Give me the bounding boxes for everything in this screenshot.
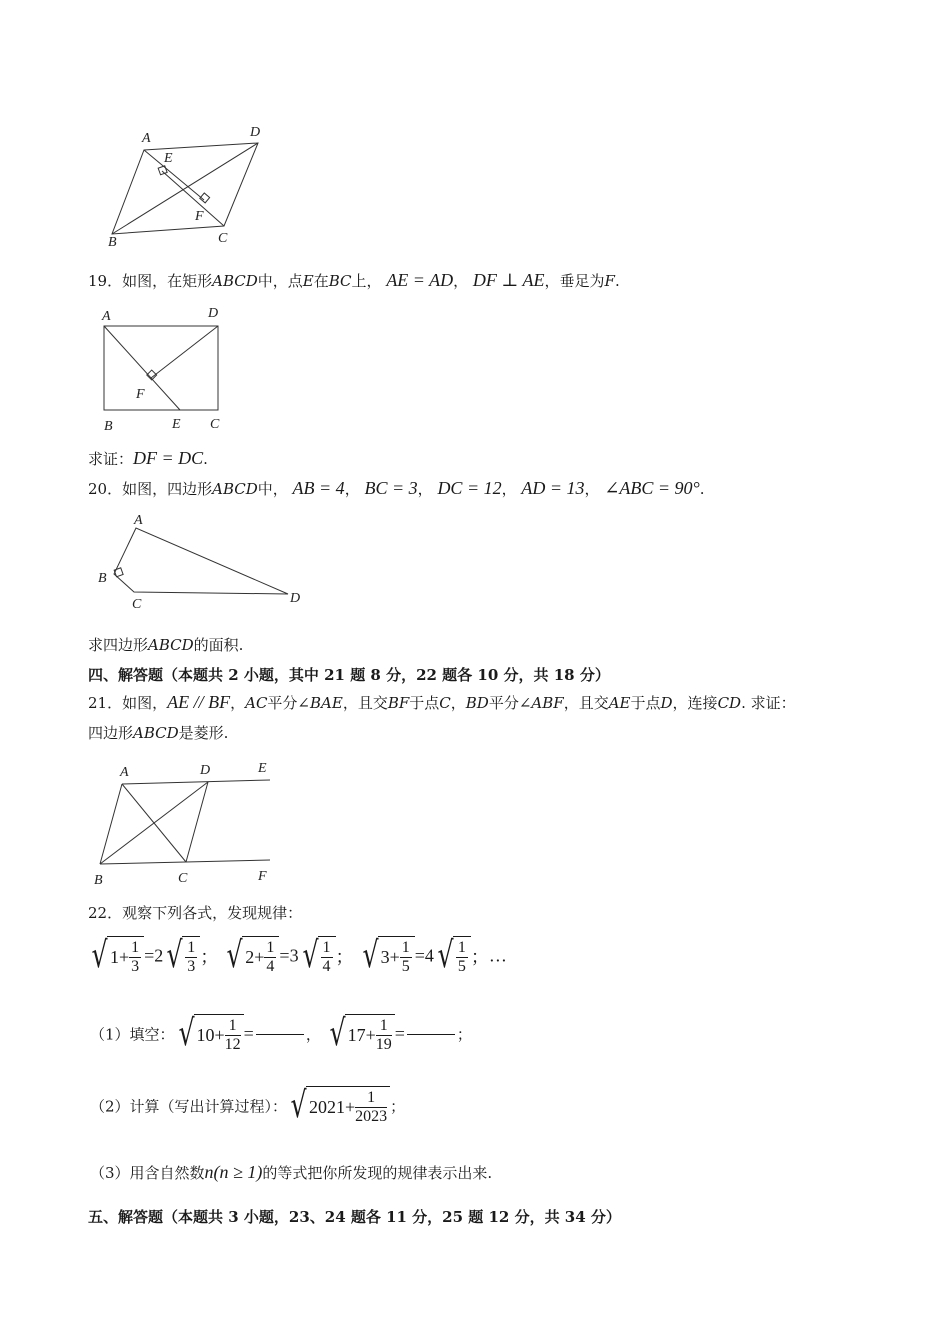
q21-abf: ABF xyxy=(531,694,564,712)
q22-example-3-right: √ $\frac{1}{5}$ xyxy=(434,936,471,976)
section-5-heading: 五、解答题（本题共 3 小题，23、24 题各 11 分，25 题 12 分，共 34 分） xyxy=(88,1208,621,1226)
q22-part-3-a: （3）用含自然数 xyxy=(90,1164,205,1182)
q22-example-3-coef: 4 xyxy=(424,945,434,966)
fig21-label-b: B xyxy=(94,873,103,888)
fig20-label-a: A xyxy=(134,513,143,528)
fig18-segment-ae xyxy=(144,150,204,200)
q19-text-d: 上， xyxy=(351,272,382,290)
q21-statement xyxy=(88,692,796,713)
fig21-label-a: A xyxy=(120,765,129,780)
q19-text-a: 如图，在矩形 xyxy=(122,272,213,290)
q22-part-2-label: （2）计算（写出计算过程）： xyxy=(90,1097,288,1116)
q20-text-b: 中， xyxy=(257,480,288,498)
q19-eq-df-perp-ae: DF ⊥ AE xyxy=(472,270,545,290)
q22-example-3-left: √ 3+ $\frac{1}{5}$ xyxy=(359,936,415,976)
q22-part-1-blank-b[interactable] xyxy=(407,1034,455,1035)
q21-text-e: 于点 xyxy=(409,694,440,712)
q22-part-2: （2）计算（写出计算过程）：√ 2021+ $\frac{1}{2023}$ ； xyxy=(90,1085,406,1126)
q22-example-2-left: √ 2+ $\frac{1}{4}$ xyxy=(223,936,279,976)
fig21-label-e: E xyxy=(258,761,267,776)
section-4-heading: 四、解答题（本题共 2 小题，其中 21 题 8 分，22 题各 10 分，共 18 分） xyxy=(88,666,610,684)
fig21-label-d: D xyxy=(200,763,211,778)
q19-f: F xyxy=(604,272,615,290)
q22-example-2-coef: 3 xyxy=(289,945,299,966)
q19-sep: ， xyxy=(453,272,469,290)
fig18-diagonal-bd xyxy=(112,143,258,234)
q21-text-c: 平分∠ xyxy=(267,694,310,712)
q21-line2-a: 四边形 xyxy=(88,724,134,742)
q19-prove-end: . xyxy=(203,450,208,468)
fig19-segment-df xyxy=(151,326,218,378)
q19-e: E xyxy=(302,272,314,290)
fig20-label-d: D xyxy=(290,591,301,606)
q21-bf: BF xyxy=(387,694,410,712)
q19-statement xyxy=(88,270,620,291)
q21-text-j: ，连接 xyxy=(672,694,718,712)
q20-angle-abc: ∠ABC = 90° xyxy=(604,478,700,498)
q22-part-3 xyxy=(90,1162,492,1183)
fig18-right-angle-e xyxy=(158,166,167,175)
fig18-label-a: A xyxy=(142,131,151,146)
q19-text-e: ，垂足为 xyxy=(544,272,605,290)
q21-text-i: 于点 xyxy=(630,694,661,712)
fig21-ray-ae xyxy=(122,780,270,784)
q20-end: . xyxy=(699,480,705,498)
q21-line2-c: 是菱形. xyxy=(178,724,229,742)
q20-ad: AD = 13 xyxy=(521,478,585,498)
q21-ae: AE xyxy=(608,694,631,712)
q20-bc: BC = 3 xyxy=(364,478,418,498)
fig19-label-b: B xyxy=(104,419,113,434)
fig18-segment-cf xyxy=(162,171,224,226)
q22-part-3-b: 的等式把你所发现的规律表示出来. xyxy=(262,1164,493,1182)
figure-q19-rectangle xyxy=(96,302,236,436)
figure-q21-rhombus xyxy=(88,752,288,892)
q19-prove-label: 求证： xyxy=(88,450,134,468)
q19-eq-ae-ad: AE = AD xyxy=(386,270,454,290)
q21-bae: BAE xyxy=(310,694,343,712)
q21-statement-line2 xyxy=(88,722,228,743)
fig18-label-f: F xyxy=(195,209,204,224)
q19-prove-eq: DF = DC xyxy=(133,448,204,468)
q21-text-g: 平分∠ xyxy=(488,694,532,712)
q20-statement xyxy=(88,478,705,499)
fig18-label-c: C xyxy=(218,231,228,246)
q22-text: 观察下列各式，发现规律： xyxy=(122,904,303,922)
fig19-label-d: D xyxy=(208,306,219,321)
q21-text-k: . 求证： xyxy=(741,694,796,712)
fig19-label-c: C xyxy=(210,417,220,432)
q22-part-1-expr-a: √ 10+ $\frac{1}{12}$ xyxy=(175,1014,244,1054)
q19-text-b: 中，点 xyxy=(257,272,303,290)
q21-text-a: 如图， xyxy=(122,694,168,712)
q20-sep-3: ， xyxy=(501,480,517,498)
fig18-label-e: E xyxy=(164,151,173,166)
q19-bc: BC xyxy=(328,272,352,290)
fig19-rectangle xyxy=(104,326,218,410)
fig21-side-dc xyxy=(186,782,208,862)
q20-ask-c: 的面积. xyxy=(193,636,244,654)
q21-text-b: ， xyxy=(230,694,246,712)
q21-text-d: ，且交 xyxy=(342,694,388,712)
q19-abcd: ABCD xyxy=(212,272,258,290)
q22-example-1-left: √ 1+ $\frac{1}{3}$ xyxy=(88,936,144,976)
q22-example-2-right: √ $\frac{1}{4}$ xyxy=(299,936,336,976)
figure-q18-parallelogram xyxy=(100,118,280,250)
fig21-label-f: F xyxy=(258,869,267,884)
q20-ab: AB = 4 xyxy=(292,478,345,498)
q21-bd: BD xyxy=(465,694,489,712)
fig19-label-e: E xyxy=(172,417,181,432)
q22-example-1-right: √ $\frac{1}{3}$ xyxy=(163,936,200,976)
fig19-label-a: A xyxy=(102,309,111,324)
q20-sep-2: ， xyxy=(417,480,433,498)
fig20-quadrilateral xyxy=(114,528,288,594)
q20-sep-4: ， xyxy=(584,480,600,498)
q20-sep-1: ， xyxy=(344,480,360,498)
q22-examples: √ 1+ $\frac{1}{3}$ =2√ $\frac{1}{3}$ ； √ 2+ $\frac{1}{4}$ =3√ $\frac{1}{4}$ ； √ 3+ $\frac{1}{5}$ =4√ $\frac{1}{5}$ ；… xyxy=(88,936,507,994)
q22-part-1-blank-a[interactable] xyxy=(256,1034,304,1035)
q20-dc: DC = 12 xyxy=(437,478,502,498)
q21-d: D xyxy=(660,694,673,712)
q19-number: 19． xyxy=(88,272,123,290)
fig18-label-b: B xyxy=(108,235,117,250)
fig20-label-c: C xyxy=(132,597,142,612)
fig18-label-d: D xyxy=(250,125,261,140)
q22-part-3-math: n(n ≥ 1) xyxy=(204,1162,263,1182)
q21-cd: CD xyxy=(717,694,742,712)
q22-part-1-label: （1）填空： xyxy=(90,1025,175,1044)
q22-part-2-expr: √ 2021+ $\frac{1}{2023}$ xyxy=(287,1086,390,1126)
q22-part-1-expr-b: √ 17+ $\frac{1}{19}$ xyxy=(326,1014,395,1054)
q21-text-f: ， xyxy=(450,694,466,712)
q21-ac: AC xyxy=(245,694,268,712)
q20-text-a: 如图，四边形 xyxy=(122,480,213,498)
q20-ask-a: 求四边形 xyxy=(88,636,149,654)
q20-ask-abcd: ABCD xyxy=(148,636,194,654)
q22-ellipsis: … xyxy=(488,945,507,966)
q21-text-h: ，且交 xyxy=(563,694,609,712)
q22-part-1: （1）填空：√ 10+ $\frac{1}{12}$ = ， √ 17+ $\frac{1}{19}$ = ； xyxy=(90,1013,472,1054)
q19-dot: . xyxy=(614,272,620,290)
q20-number: 20． xyxy=(88,480,123,498)
q21-number: 21． xyxy=(88,694,123,712)
q21-ae-parallel-bf: AE // BF xyxy=(167,692,231,712)
figure-q20-quadrilateral xyxy=(92,512,312,612)
q20-abcd: ABCD xyxy=(212,480,258,498)
q22-example-1-coef: 2 xyxy=(154,945,164,966)
fig20-label-b: B xyxy=(98,571,107,586)
fig21-diagonal-bd xyxy=(100,782,208,864)
fig21-side-ab xyxy=(100,784,122,864)
q22-number: 22． xyxy=(88,904,123,922)
q19-prove xyxy=(88,448,208,469)
q21-c: C xyxy=(439,694,451,712)
fig19-label-f: F xyxy=(136,387,145,402)
q22-statement xyxy=(88,902,302,923)
q19-text-c: 在 xyxy=(313,272,329,290)
q21-line2-abcd: ABCD xyxy=(133,724,179,742)
q20-ask xyxy=(88,634,243,655)
fig21-label-c: C xyxy=(178,871,188,886)
